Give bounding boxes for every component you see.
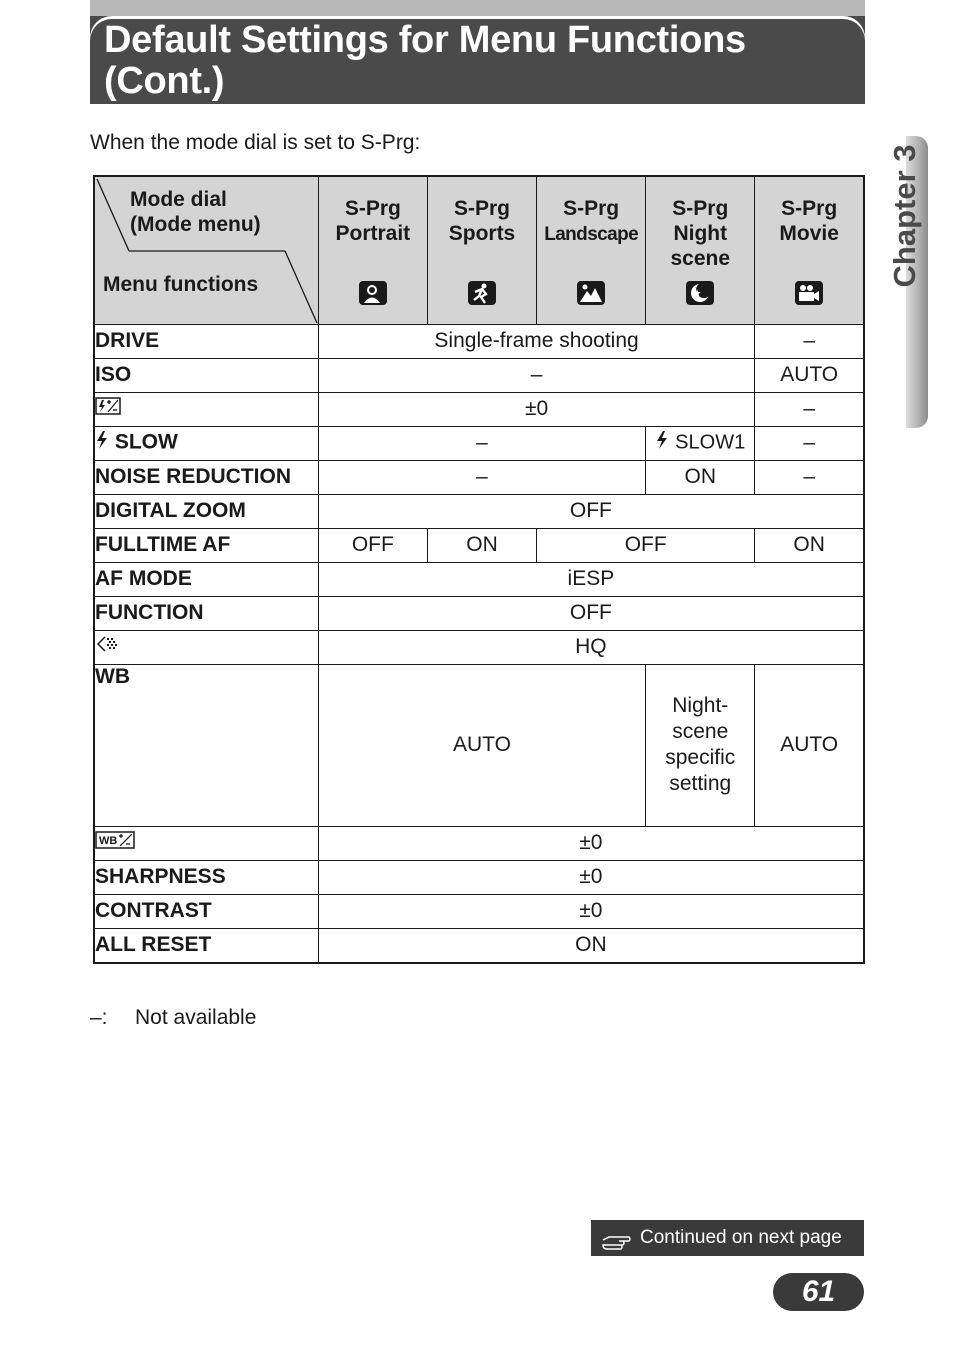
contrast-value: ±0 (318, 894, 864, 928)
row-label-slow (94, 426, 318, 460)
corner-mode-dial (130, 187, 261, 237)
wb-compensation-icon (95, 831, 135, 855)
night-scene-icon (685, 280, 715, 306)
footnote (90, 1006, 256, 1030)
table-row (94, 528, 864, 562)
flash-icon (95, 430, 109, 456)
table-row (94, 596, 864, 630)
wb-compensation-value: ±0 (318, 826, 864, 860)
wb-night-line: scene (672, 720, 729, 743)
drive-movie-value: – (755, 324, 864, 358)
row-label-all-reset: ALL RESET (94, 928, 318, 963)
table-row (94, 426, 864, 460)
row-label-af-mode: AF MODE (94, 562, 318, 596)
chapter-label: Chapter 3 (887, 144, 922, 288)
slow-movie-value: – (755, 426, 864, 460)
mode-header-sports (427, 176, 536, 324)
row-label-image-quality (94, 630, 318, 664)
row-label-function: FUNCTION (94, 596, 318, 630)
mode-header-night-scene (646, 176, 755, 324)
table-row (94, 826, 864, 860)
table-row (94, 860, 864, 894)
table-row (94, 460, 864, 494)
wb-movie-value: AUTO (755, 664, 864, 826)
portrait-icon (358, 280, 388, 306)
mode-line2: Portrait (335, 222, 411, 245)
fulltime-af-movie-value: ON (755, 528, 864, 562)
fulltime-af-portrait-value: OFF (318, 528, 427, 562)
noise-movie-value: – (755, 460, 864, 494)
mode-line2: Night (673, 222, 728, 245)
settings-table (93, 175, 865, 964)
table-row (94, 630, 864, 664)
flash-icon (655, 430, 669, 456)
table-corner-cell (94, 176, 318, 324)
landscape-icon (576, 280, 606, 306)
mode-line1: S-Prg (453, 197, 510, 220)
table-row (94, 664, 864, 826)
corner-mode-dial-label: Mode dial (130, 188, 227, 211)
table-header-row (94, 176, 864, 324)
flash-compensation-icon (95, 397, 121, 421)
row-label-sharpness: SHARPNESS (94, 860, 318, 894)
flash-compensation-movie-value: – (755, 392, 864, 426)
wb-night-value (646, 664, 755, 826)
mode-header-landscape (537, 176, 646, 324)
wb-night-line: Night- (672, 694, 729, 717)
digital-zoom-value: OFF (318, 494, 864, 528)
sharpness-value: ±0 (318, 860, 864, 894)
continued-on-next-page (591, 1220, 864, 1256)
drive-value: Single-frame shooting (318, 324, 755, 358)
table-row (94, 562, 864, 596)
table-row (94, 358, 864, 392)
footnote-symbol: –: (90, 1006, 108, 1029)
mode-line1: S-Prg (344, 197, 401, 220)
row-label-noise-reduction: NOISE REDUCTION (94, 460, 318, 494)
iso-value: – (318, 358, 755, 392)
table-row (94, 928, 864, 963)
pointing-hand-icon (601, 1229, 633, 1247)
chapter-label-wrap (870, 130, 930, 300)
table-row (94, 894, 864, 928)
mode-line1: S-Prg (563, 197, 620, 220)
intro-text: When the mode dial is set to S-Prg: (90, 131, 421, 154)
corner-mode-menu-label: (Mode menu) (130, 213, 261, 236)
mode-line1: S-Prg (672, 197, 729, 220)
mode-line2: Landscape (544, 224, 639, 245)
row-label-digital-zoom: DIGITAL ZOOM (94, 494, 318, 528)
slow-value: – (318, 426, 645, 460)
noise-night-value: ON (646, 460, 755, 494)
mode-header-movie (755, 176, 864, 324)
flash-compensation-value: ±0 (318, 392, 755, 426)
continued-text: Continued on next page (640, 1227, 842, 1248)
image-quality-icon (95, 634, 123, 660)
row-label-wb-compensation (94, 826, 318, 860)
table-row (94, 324, 864, 358)
slow-night-text: SLOW1 (675, 431, 746, 454)
row-label-fulltime-af: FULLTIME AF (94, 528, 318, 562)
row-label-iso: ISO (94, 358, 318, 392)
page-number: 61 (773, 1273, 864, 1311)
corner-menu-functions-label: Menu functions (103, 273, 259, 296)
sports-icon (467, 280, 497, 306)
table-row (94, 494, 864, 528)
row-label-drive: DRIVE (94, 324, 318, 358)
wb-night-line: setting (669, 772, 732, 795)
iso-movie-value: AUTO (755, 358, 864, 392)
mode-line2: Movie (779, 222, 839, 245)
row-label-contrast: CONTRAST (94, 894, 318, 928)
image-quality-value: HQ (318, 630, 864, 664)
mode-line3: scene (670, 247, 731, 270)
noise-value: – (318, 460, 645, 494)
mode-header-portrait (318, 176, 427, 324)
af-mode-value: iESP (318, 562, 864, 596)
svg-text:WB: WB (99, 835, 118, 848)
mode-line1: S-Prg (781, 197, 838, 220)
title-top-strip (90, 0, 865, 16)
table-row (94, 392, 864, 426)
fulltime-af-landscape-night-value: OFF (537, 528, 755, 562)
wb-value: AUTO (318, 664, 645, 826)
wb-night-line: specific (665, 746, 736, 769)
movie-icon (794, 280, 824, 306)
all-reset-value: ON (318, 928, 864, 963)
function-value: OFF (318, 596, 864, 630)
slow-night-value (646, 426, 755, 460)
slow-label-text: SLOW (114, 430, 178, 454)
page-title: Default Settings for Menu Functions (Cont.) (104, 19, 746, 102)
footnote-text: Not available (135, 1006, 257, 1029)
row-label-flash-compensation (94, 392, 318, 426)
mode-line2: Sports (448, 222, 516, 245)
row-label-wb: WB (94, 664, 318, 826)
fulltime-af-sports-value: ON (427, 528, 536, 562)
